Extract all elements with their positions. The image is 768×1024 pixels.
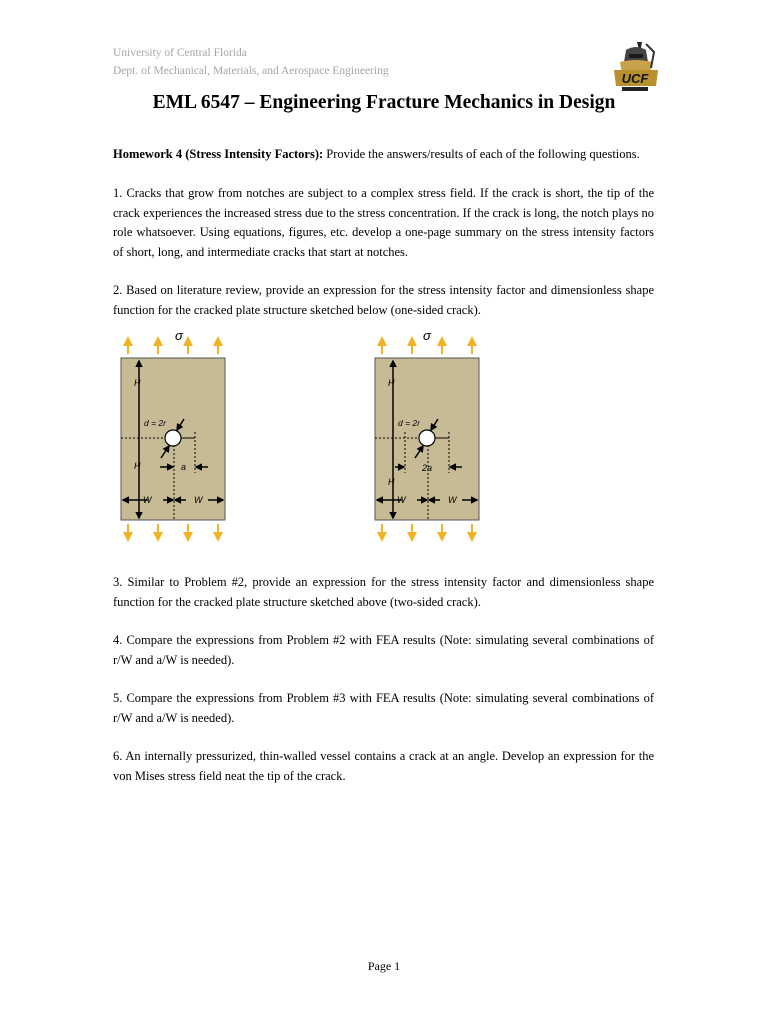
ucf-knight-logo: [606, 40, 664, 94]
department-name: Dept. of Mechanical, Materials, and Aerospace Engineering: [113, 65, 389, 77]
tension-arrows-top: [128, 338, 218, 354]
question-4: 4. Compare the expressions from Problem #2 with FEA results (Note: simulating several combinations of r/W and a/W is needed).: [113, 633, 654, 667]
height-top-label: H: [134, 378, 141, 388]
crack-length-label: 2a: [422, 463, 433, 473]
page-number: Page 1: [367, 959, 401, 973]
hole-diameter-label: d = 2r: [398, 418, 420, 428]
hole: [165, 430, 181, 446]
university-name: University of Central Florida: [113, 47, 247, 59]
question-2: 2. Based on literature review, provide an expression for the stress intensity factor and dimensionless shape function for the cracked plate structure sketched below (one-sided crack).: [113, 283, 654, 317]
homework-instruction: Provide the answers/results of each of the following questions.: [323, 147, 640, 161]
figure-two-sided-crack: [367, 328, 492, 548]
logo-text: UCF: [621, 71, 649, 86]
height-top-label: H: [388, 378, 395, 388]
hole-diameter-label: d = 2r: [144, 418, 166, 428]
question-3: 3. Similar to Problem #2, provide an expression for the stress intensity factor and dimensionless shape function for the cracked plate structure sketched above (two-sided crack).: [113, 575, 654, 609]
sigma-label: σ: [175, 328, 183, 343]
question-6: 6. An internally pressurized, thin-walled vessel contains a crack at an angle. Develop an expression for the von Mises stress field neat the tip of the crack.: [113, 749, 654, 783]
width-right-label: W: [194, 495, 203, 505]
course-title: EML 6547 – Engineering Fracture Mechanics in Design: [152, 92, 616, 113]
homework-intro: [113, 145, 654, 165]
question-1: 1. Cracks that grow from notches are subject to a complex stress field. If the crack is short, the tip of the crack experiences the increased stress due to the stress concentration. If the crack is long, the notch plays no role whatsoever. Using equations, figures, etc. develop a one-page summary on the stress intensity factors of short, long, and intermediate cracks that start at notches.: [113, 186, 654, 259]
header-affiliation: [113, 44, 389, 80]
width-left-label: W: [143, 495, 152, 505]
hole: [419, 430, 435, 446]
width-right-label: W: [448, 495, 457, 505]
homework-label: Homework 4 (Stress Intensity Factors):: [113, 147, 324, 161]
crack-length-label: a: [181, 462, 187, 472]
sigma-label: σ: [423, 328, 431, 343]
question-5: 5. Compare the expressions from Problem #3 with FEA results (Note: simulating several combinations of r/W and a/W is needed).: [113, 691, 654, 725]
height-bottom-label: H: [388, 477, 395, 487]
figure-one-sided-crack: [113, 328, 238, 548]
tension-arrows-bottom: [382, 524, 472, 540]
tension-arrows-bottom: [128, 524, 218, 540]
width-left-label: W: [397, 495, 406, 505]
height-bottom-label: H: [134, 461, 141, 471]
